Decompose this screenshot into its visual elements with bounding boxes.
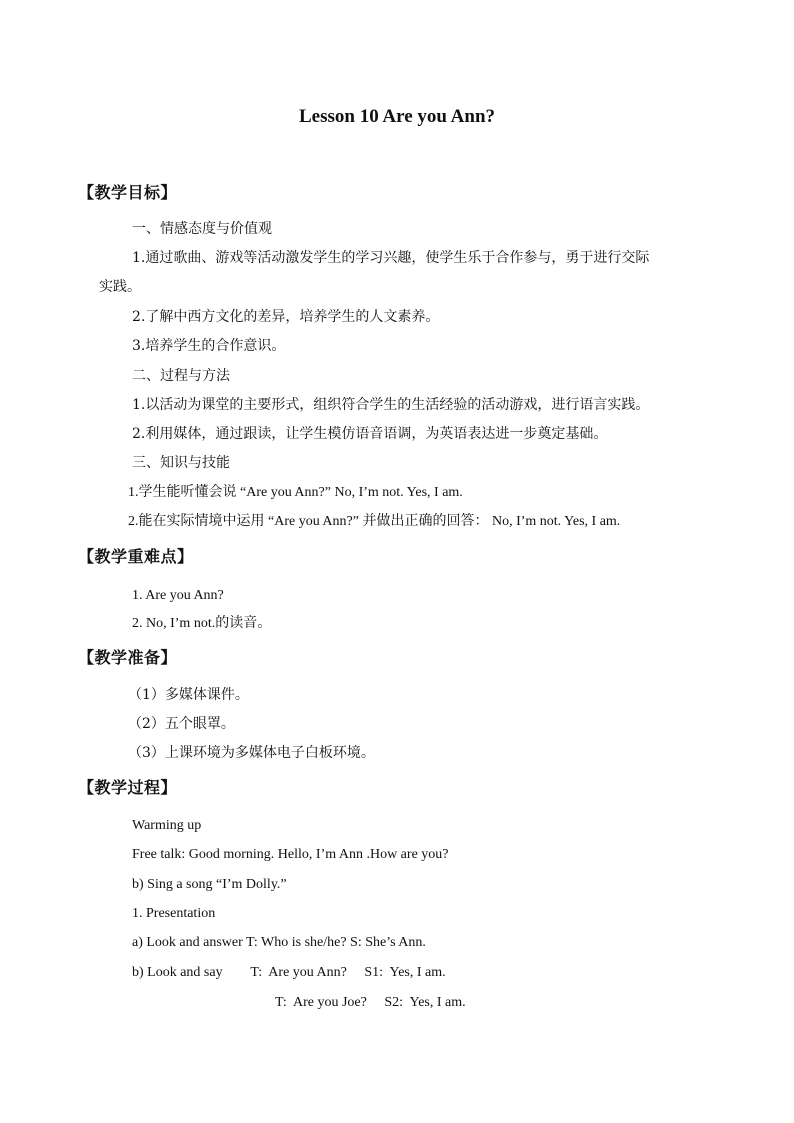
document-title: Lesson 10 Are you Ann? bbox=[298, 106, 496, 127]
goals-item-3: 3.培养学生的合作意识。 bbox=[132, 338, 286, 354]
goals-item-6: 1.学生能听懂会说 “Are you Ann?” No, I’m not. Yes, I am. bbox=[128, 485, 463, 500]
goals-item-7: 2.能在实际情境中运用 “Are you Ann?” 并做出正确的回答： No, I’m not. Yes, I am. bbox=[128, 514, 621, 529]
goals-item-5: 2.利用媒体，通过跟读，让学生模仿语音语调，为英语表达进一步奠定基础。 bbox=[132, 426, 608, 442]
process-line-4: 1. Presentation bbox=[132, 906, 216, 921]
process-line-2: Free talk: Good morning. Hello, I’m Ann .How are you? bbox=[132, 847, 449, 862]
goals-item-1a: 1.通过歌曲、游戏等活动激发学生的学习兴趣，使学生乐于合作参与，勇于进行交际 bbox=[132, 250, 650, 266]
process-line-1: Warming up bbox=[132, 818, 202, 833]
goals-item-4: 1.以活动为课堂的主要形式，组织符合学生的生活经验的活动游戏，进行语言实践。 bbox=[132, 397, 650, 413]
goals-item-2: 2.了解中西方文化的差异，培养学生的人文素养。 bbox=[132, 309, 440, 325]
process-line-3: b) Sing a song “I’m Dolly.” bbox=[132, 877, 287, 892]
section-heading-prep: 【教学准备】 bbox=[78, 648, 178, 667]
prep-item-3: （3）上课环境为多媒体电子白板环境。 bbox=[128, 745, 375, 761]
goals-subsection-3: 三、知识与技能 bbox=[132, 455, 230, 471]
keypoints-item-1: 1. Are you Ann? bbox=[132, 588, 224, 603]
prep-item-1: （1）多媒体课件。 bbox=[128, 687, 249, 703]
goals-item-1b: 实践。 bbox=[99, 279, 141, 295]
goals-subsection-1: 一、情感态度与价值观 bbox=[132, 221, 272, 237]
prep-item-2: （2）五个眼罩。 bbox=[128, 716, 235, 732]
section-heading-goals: 【教学目标】 bbox=[78, 183, 178, 202]
section-heading-keypoints: 【教学重难点】 bbox=[78, 547, 194, 566]
goals-subsection-2: 二、过程与方法 bbox=[132, 368, 230, 384]
process-line-6: b) Look and say T: Are you Ann? S1: Yes, I am. bbox=[132, 965, 446, 980]
section-heading-process: 【教学过程】 bbox=[78, 778, 178, 797]
keypoints-item-2: 2. No, I’m not.的读音。 bbox=[132, 616, 272, 631]
process-line-7: T: Are you Joe? S2: Yes, I am. bbox=[275, 995, 466, 1010]
process-line-5: a) Look and answer T: Who is she/he? S: She’s Ann. bbox=[132, 935, 426, 950]
